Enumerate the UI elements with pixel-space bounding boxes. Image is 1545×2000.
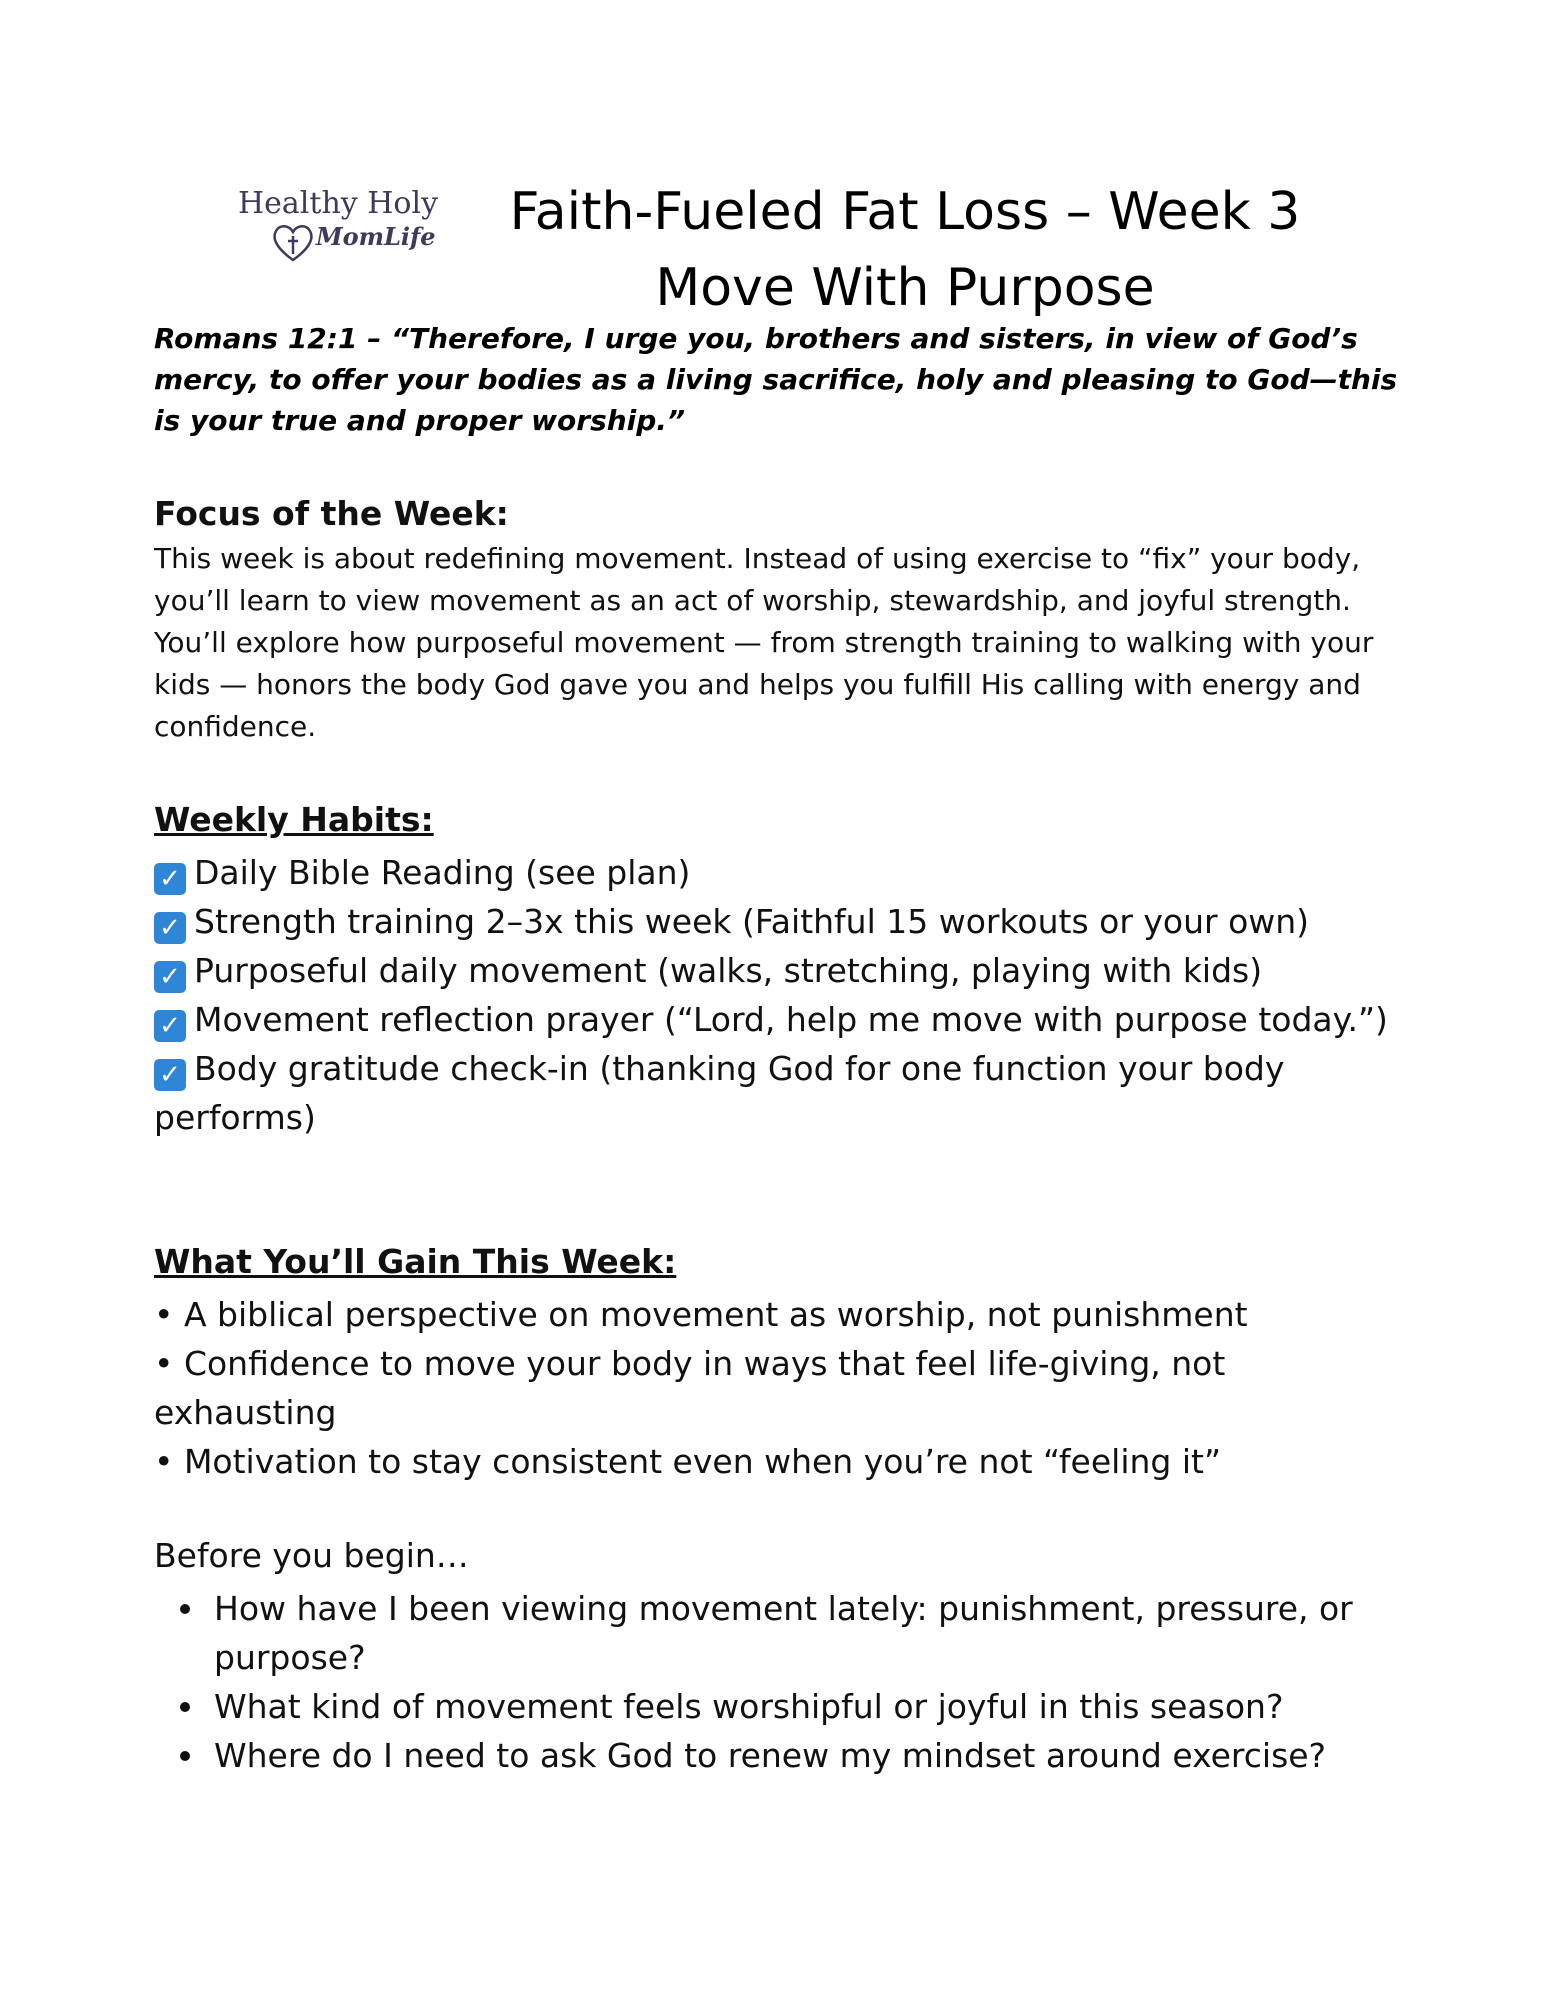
habits-heading: Weekly Habits: (154, 800, 434, 839)
habit-text: Daily Bible Reading (see plan) (194, 853, 691, 892)
habit-item (154, 1044, 1404, 1142)
logo-text-line2: MomLife (316, 222, 436, 251)
reflection-question: What kind of movement feels worshipful or joyful in this season? (214, 1682, 1394, 1731)
gain-item: • Confidence to move your body in ways that feel life-giving, not exhausting (154, 1344, 1226, 1432)
habit-text: Purposeful daily movement (walks, stretching, playing with kids) (194, 951, 1263, 990)
reflection-question: Where do I need to ask God to renew my mindset around exercise? (214, 1731, 1394, 1780)
reflection-question: How have I been viewing movement lately: punishment, pressure, or purpose? (214, 1584, 1394, 1682)
habit-item (154, 946, 1404, 995)
brand-logo (228, 180, 448, 270)
gain-heading: What You’ll Gain This Week: (154, 1242, 677, 1281)
checkbox-checked-icon: ✓ (154, 863, 186, 895)
checkbox-checked-icon: ✓ (154, 912, 186, 944)
page-title: Faith-Fueled Fat Loss – Week 3 (509, 182, 1301, 242)
habits-list (154, 848, 1404, 1142)
habit-text: Strength training 2–3x this week (Faithful 15 workouts or your own) (194, 902, 1310, 941)
heart-cross-icon (270, 220, 316, 264)
gain-item: • A biblical perspective on movement as worship, not punishment (154, 1295, 1248, 1334)
habit-text: Body gratitude check-in (thanking God for one function your body performs) (154, 1049, 1285, 1137)
before-you-begin-label: Before you begin… (154, 1536, 469, 1575)
gain-item: • Motivation to stay consistent even when you’re not “feeling it” (154, 1442, 1222, 1481)
habit-item (154, 995, 1404, 1044)
logo-text-line1: Healthy Holy (238, 186, 439, 221)
focus-body: This week is about redefining movement. Instead of using exercise to “fix” your body, you’ll learn to view movement as an act of worship, stewardship, and joyful strength. You’ll explore how purposeful movement — from strength training to walking with your kids — honors the body God gave you and helps you fulfill His calling with energy and confidence. (154, 542, 1374, 743)
checkbox-checked-icon: ✓ (154, 961, 186, 993)
habit-item (154, 897, 1404, 946)
gain-list (154, 1290, 1404, 1486)
checkbox-checked-icon: ✓ (154, 1010, 186, 1042)
page-subtitle: Move With Purpose (655, 258, 1155, 318)
scripture-verse: Romans 12:1 – “Therefore, I urge you, brothers and sisters, in view of God’s mercy, to offer your bodies as a living sacrifice, holy and pleasing to God—this is your true and proper worship.” (154, 322, 1398, 437)
checkbox-checked-icon: ✓ (154, 1059, 186, 1091)
habit-text: Movement reflection prayer (“Lord, help me move with purpose today.”) (194, 1000, 1388, 1039)
habit-item (154, 848, 1404, 897)
reflection-questions-list (214, 1584, 1394, 1780)
focus-heading: Focus of the Week: (154, 494, 509, 533)
